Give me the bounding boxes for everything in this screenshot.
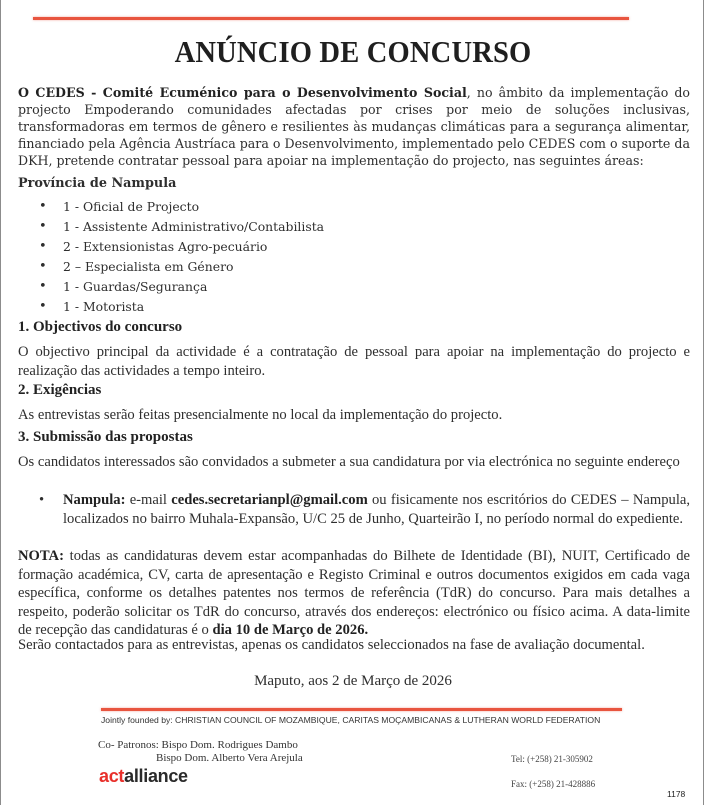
organization-name: O CEDES - Comité Ecuménico para o Desenvolvimento Social (18, 85, 467, 100)
section-heading-submission: 3. Submissão das propostas (18, 429, 193, 445)
note-text: todas as candidaturas devem estar acompanhadas do Bilhete de Identidade (BI), NUIT, Certificado de formação académica, CV, carta de apresentação e Registo Criminal e outros documentos exigidos em cada vaga específica, conforme os detalhes patentes nos termos de referência (TdR) do concurso. Para mais detalhes a respeito, poderão solicitar os TdR do concurso, através dos endereços: electrónico ou físico acima. A data-limite de recepção das candidaturas é o (18, 548, 690, 638)
position-item: • 1 - Oficial de Projecto (39, 197, 324, 217)
telephone: Tel: (+258) 21-305902 (511, 754, 593, 764)
requirements-text: As entrevistas serão feitas presencialmente no local da implementação do projecto. (18, 407, 503, 423)
logo-alliance-part: alliance (124, 766, 188, 786)
section-heading-requirements: 2. Exigências (18, 382, 102, 398)
intro-paragraph (18, 84, 690, 169)
section-heading-objectives: 1. Objectivos do concurso (18, 319, 183, 335)
header-red-rule (33, 17, 629, 20)
place-date: Maputo, aos 2 de Março de 2026 (254, 673, 452, 689)
province-heading: Província de Nampula (18, 176, 177, 191)
objectives-text: O objectivo principal da actividade é a contratação de pessoal para apoiar na implementação do projecto e realização das actividades a tempo inteiro. (18, 344, 690, 379)
position-item: • 1 - Guardas/Segurança (39, 277, 324, 297)
fax: Fax: (+258) 21-428886 (511, 779, 596, 789)
note-label: NOTA: (18, 548, 64, 564)
founded-by-text: Jointly founded by: CHRISTIAN COUNCIL OF MOZAMBIQUE, CARITAS MOÇAMBICANAS & LUTHERAN WORLD FEDERATION (101, 715, 601, 725)
patrons-line-1: Co- Patronos: Bispo Dom. Rodrigues Dambo (98, 739, 298, 751)
patrons-line-2: Bispo Dom. Alberto Vera Arejula (156, 752, 303, 764)
position-item: • 1 - Assistente Administrativo/Contabilista (39, 217, 324, 237)
positions-list (39, 197, 324, 317)
actalliance-logo (99, 767, 188, 785)
bullet-icon: • (39, 492, 45, 508)
submission-address-text: ou fisicamente nos escritórios do CEDES – Nampula, localizados no bairro Muhala-Expansão, U/C 25 de Junho, Quarteirão I, no período normal do expediente. (63, 492, 691, 527)
position-item: • 2 – Especialista em Género (39, 257, 324, 277)
email-link[interactable]: cedes.secretarianpl@gmail.com (171, 492, 368, 508)
footer-red-rule (101, 708, 622, 711)
patrons-block (98, 739, 303, 765)
closing-text: Serão contactados para as entrevistas, apenas os candidatos seleccionados na fase de avaliação documental. (18, 637, 645, 653)
submission-text: Os candidatos interessados são convidados a submeter a sua candidatura por via electrónica no seguinte endereço (18, 454, 680, 470)
intro-text: , no âmbito da implementação do projecto Empoderando comunidades afectadas por crises por meio de soluções inclusivas, transformadoras em termos de gênero e resilientes às mudanças climáticas para a segurança alimentar, financiado pela Agência Austríaca para o Desenvolvimento, implementado pelo CEDES com o suporte da DKH, pretende contratar pessoal para apoiar na implementação do projecto, nas seguintes áreas: (18, 85, 691, 168)
submission-address-item (39, 491, 690, 528)
submission-pre-email: e-mail (125, 492, 172, 508)
note-paragraph (18, 547, 690, 640)
position-item: • 1 - Motorista (39, 297, 324, 317)
position-item: • 2 - Extensionistas Agro-pecuário (39, 237, 324, 257)
deadline-text: dia 10 de Março de 2026. (212, 622, 369, 638)
logo-act-part: act (99, 766, 125, 786)
page-number: 1178 (667, 789, 686, 799)
page-title: ANÚNCIO DE CONCURSO (174, 34, 532, 69)
submission-location-label: Nampula: (63, 492, 126, 508)
